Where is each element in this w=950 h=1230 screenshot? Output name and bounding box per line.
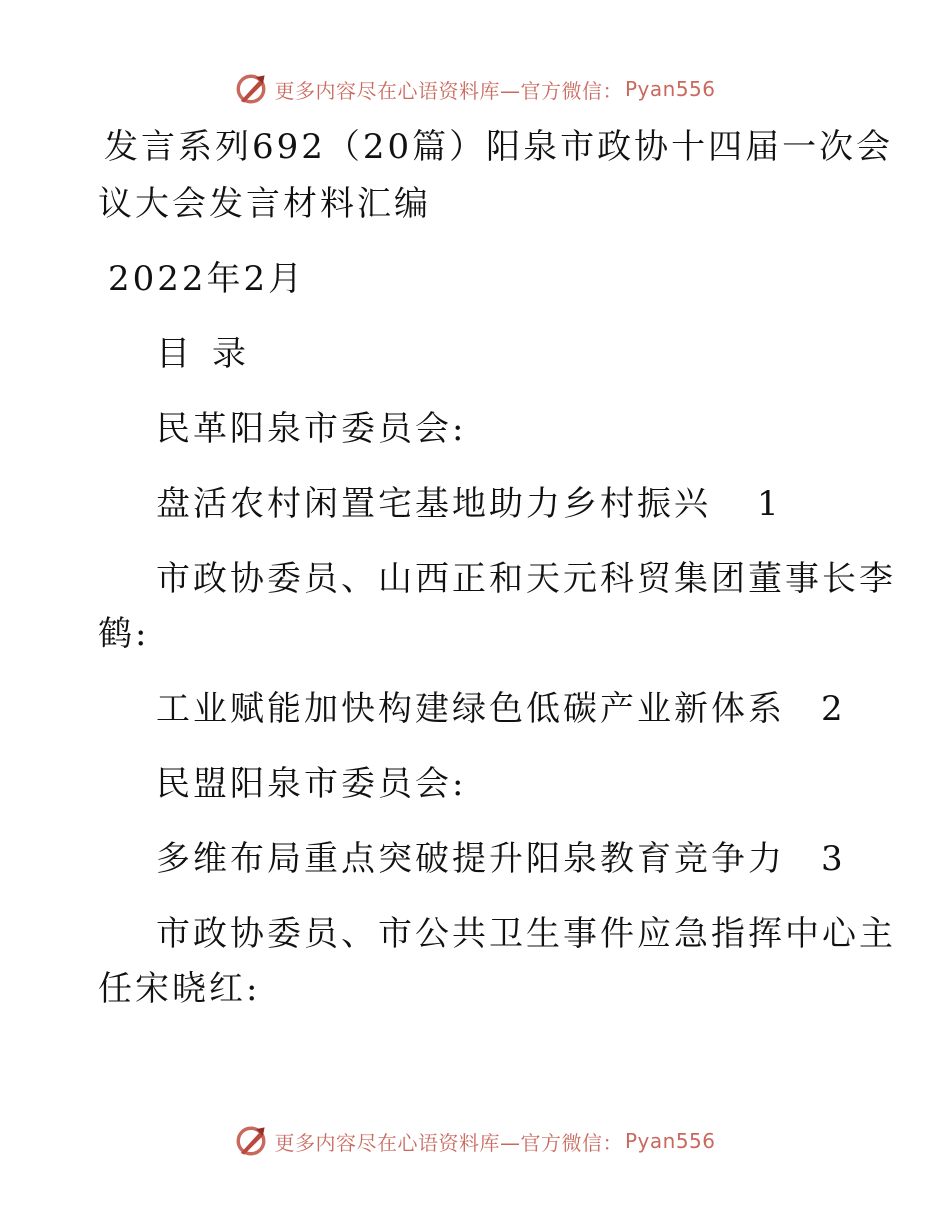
watermark-text: 更多内容尽在心语资料库—官方微信： [274,1130,623,1155]
watermark-text: 更多内容尽在心语资料库—官方微信： [274,78,623,103]
footer-watermark [0,1124,950,1158]
toc-entry-4-speaker-line-2: 任宋晓红: [98,969,261,1009]
toc-entry-2 [156,689,843,729]
toc-entry-3 [156,839,843,879]
toc-heading: 目录 [156,334,268,374]
document-title-line-1: 发言系列692（20篇）阳泉市政协十四届一次会 [104,127,894,167]
document-date: 2022年2月 [108,259,306,299]
watermark-wechat-handle: Pyan556 [624,77,716,101]
header-watermark [0,72,950,106]
toc-entry-4-speaker-line-1: 市政协委员、市公共卫生事件应急指挥中心主 [156,914,896,954]
toc-entry-2-speaker-line-2: 鹤: [98,614,150,654]
quill-pen-logo-icon [234,1124,268,1158]
toc-entry-2-speaker-line-1: 市政协委员、山西正和天元科贸集团董事长李 [156,559,896,599]
toc-entry-1-page: 1 [757,484,779,524]
toc-entry-3-page: 3 [821,839,843,879]
document-title-line-2: 议大会发言材料汇编 [98,184,431,224]
toc-entry-1-title: 盘活农村闲置宅基地助力乡村振兴 [156,484,711,524]
quill-pen-logo-icon [234,72,268,106]
toc-entry-2-page: 2 [821,689,843,729]
toc-entry-1 [156,484,779,524]
toc-entry-1-speaker: 民革阳泉市委员会: [156,409,467,449]
watermark-wechat-handle: Pyan556 [624,1129,716,1153]
toc-entry-2-title: 工业赋能加快构建绿色低碳产业新体系 [156,689,785,729]
toc-entry-3-speaker: 民盟阳泉市委员会: [156,764,467,804]
toc-entry-3-title: 多维布局重点突破提升阳泉教育竞争力 [156,839,785,879]
